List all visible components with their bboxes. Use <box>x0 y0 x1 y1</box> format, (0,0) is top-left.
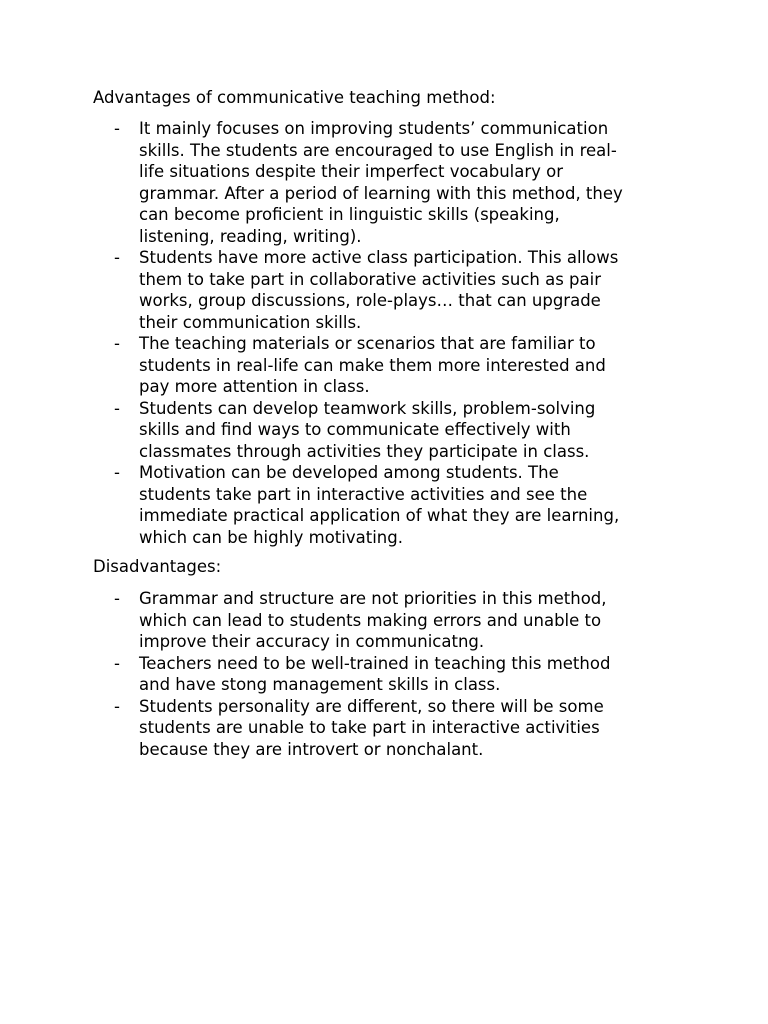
item-text-line: It mainly focuses on improving students’ communication <box>139 119 609 138</box>
item-text-line: Students can develop teamwork skills, problem-solving <box>139 398 596 418</box>
item-text-line: classmates through activities they participate in class. <box>139 441 590 461</box>
dash-bullet: - <box>114 398 120 418</box>
item-text-line: listening, reading, writing). <box>139 226 362 246</box>
item-text-line: which can lead to students making errors and unable to <box>139 610 602 630</box>
advantages-list-item <box>0 462 679 548</box>
dash-bullet: - <box>114 589 120 608</box>
advantages-list <box>0 118 679 548</box>
item-text-line: skills. The students are encouraged to use English in real- <box>139 140 617 160</box>
dash-bullet: - <box>114 696 120 716</box>
item-text-line: students in real-life can make them more interested and <box>139 355 606 375</box>
item-text-line: skills and find ways to communicate effectively with <box>139 420 571 439</box>
disadvantages-list-item <box>0 653 679 696</box>
dash-bullet: - <box>114 653 120 673</box>
dash-bullet: - <box>114 119 120 138</box>
advantages-list-item <box>0 398 679 463</box>
item-text-line: improve their accuracy in communicatng. <box>139 632 485 651</box>
item-text-line: pay more attention in class. <box>139 377 370 396</box>
dash-bullet: - <box>114 248 120 267</box>
item-text-line: Teachers need to be well-trained in teaching this method <box>139 653 611 673</box>
advantages-list-item <box>0 118 679 247</box>
item-text-line: which can be highly motivating. <box>139 527 403 547</box>
item-text-line: can become proficient in linguistic skills (speaking, <box>139 205 560 224</box>
item-text-line: life situations despite their imperfect vocabulary or <box>139 162 564 181</box>
disadvantages-list-item <box>0 696 679 761</box>
dash-bullet: - <box>114 463 120 482</box>
disadvantages-heading: Disadvantages: <box>93 557 222 576</box>
item-text-line: Grammar and structure are not priorities in this method, <box>139 589 607 608</box>
advantages-heading: Advantages of communicative teaching method: <box>93 88 496 107</box>
item-text-line: students are unable to take part in interactive activities <box>139 718 600 737</box>
item-text-line: and have stong management skills in class. <box>139 675 501 694</box>
advantages-list-item <box>0 333 679 398</box>
disadvantages-list <box>0 588 679 760</box>
item-text-line: because they are introvert or nonchalant. <box>139 739 484 759</box>
dash-bullet: - <box>114 334 120 353</box>
item-text-line: Students personality are different, so there will be some <box>139 696 604 716</box>
item-text-line: students take part in interactive activities and see the <box>139 484 588 504</box>
item-text-line: Motivation can be developed among students. The <box>139 463 559 482</box>
item-text-line: The teaching materials or scenarios that are familiar to <box>139 334 596 353</box>
item-text-line: their communication skills. <box>139 312 362 332</box>
item-text-line: grammar. After a period of learning with this method, they <box>139 183 623 203</box>
item-text-line: them to take part in collaborative activities such as pair <box>139 269 602 289</box>
item-text-line: works, group discussions, role-plays… that can upgrade <box>139 291 601 310</box>
advantages-list-item <box>0 247 679 333</box>
item-text-line: Students have more active class participation. This allows <box>139 248 619 267</box>
disadvantages-list-item <box>0 588 679 653</box>
item-text-line: immediate practical application of what they are learning, <box>139 506 620 525</box>
